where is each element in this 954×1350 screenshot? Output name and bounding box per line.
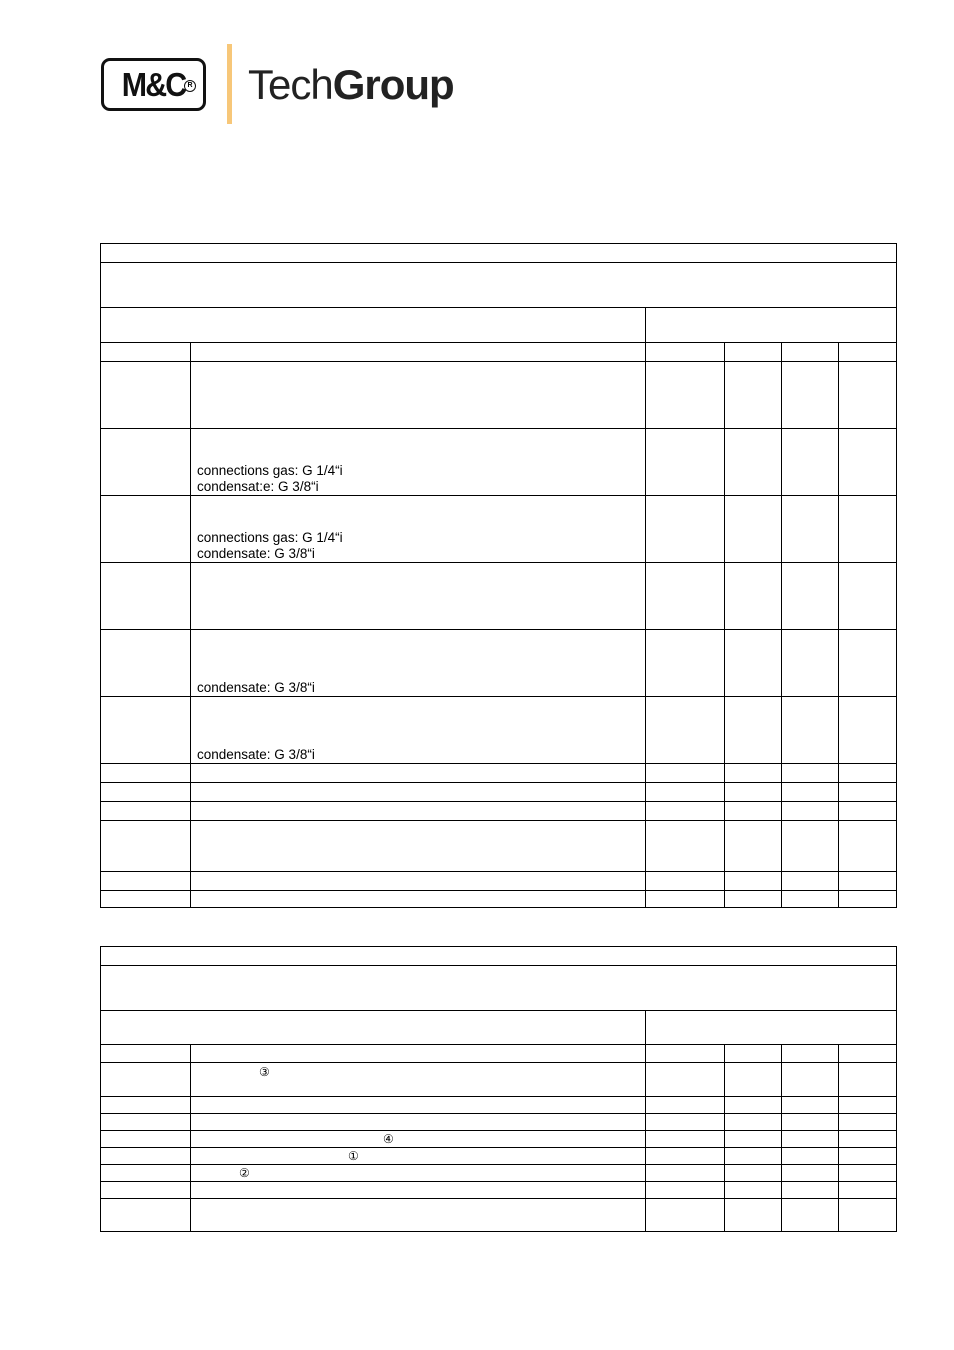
brand-bold: Group — [332, 61, 454, 108]
marker-2-icon: ② — [239, 1166, 250, 1180]
table-row — [101, 1063, 897, 1097]
table-row — [101, 563, 897, 630]
table-subtitle-row — [101, 966, 897, 1011]
table-subtitle-row — [101, 263, 897, 308]
table-row — [101, 891, 897, 908]
table-row — [101, 1131, 897, 1148]
table-row — [101, 783, 897, 802]
table-row — [101, 821, 897, 872]
brand-light: Tech — [248, 61, 333, 108]
table-row — [101, 630, 897, 697]
table-row — [101, 1199, 897, 1232]
table-row — [101, 1097, 897, 1114]
table-header-left — [101, 308, 646, 343]
registered-icon: R — [184, 80, 196, 92]
marker-3-icon: ③ — [259, 1065, 270, 1079]
table-row — [101, 802, 897, 821]
spec-table-1 — [100, 243, 897, 908]
row-description: condensate: G 3/8“i — [191, 630, 646, 697]
marker-4-icon: ④ — [383, 1132, 394, 1146]
mc-logo — [101, 58, 206, 111]
table-row — [101, 362, 897, 429]
table-header-right — [646, 1011, 897, 1045]
techgroup-logo — [248, 61, 454, 109]
row-description: connections gas: G 1/4“i condensate: G 3/8“i — [191, 496, 646, 563]
table-title-row — [101, 244, 897, 263]
row-description — [191, 563, 646, 630]
table-header-right — [646, 308, 897, 343]
table-row — [101, 872, 897, 891]
row-description — [191, 362, 646, 429]
logo-divider — [227, 44, 232, 124]
row-description: connections gas: G 1/4“i condensat:e: G 3/8“i — [191, 429, 646, 496]
header-logo — [101, 44, 454, 126]
table-row — [101, 764, 897, 783]
spec-table-2 — [100, 946, 897, 1232]
table-row — [101, 1114, 897, 1131]
table-title-row — [101, 947, 897, 966]
table-row — [101, 1148, 897, 1165]
table-row — [101, 429, 897, 496]
table-row — [101, 496, 897, 563]
row-description: condensate: G 3/8“i — [191, 697, 646, 764]
table-row — [101, 1182, 897, 1199]
table-header-left — [101, 1011, 646, 1045]
mc-logo-text: M&C — [121, 66, 186, 103]
table-row — [101, 1165, 897, 1182]
table-row — [101, 697, 897, 764]
marker-1-icon: ① — [348, 1149, 359, 1163]
